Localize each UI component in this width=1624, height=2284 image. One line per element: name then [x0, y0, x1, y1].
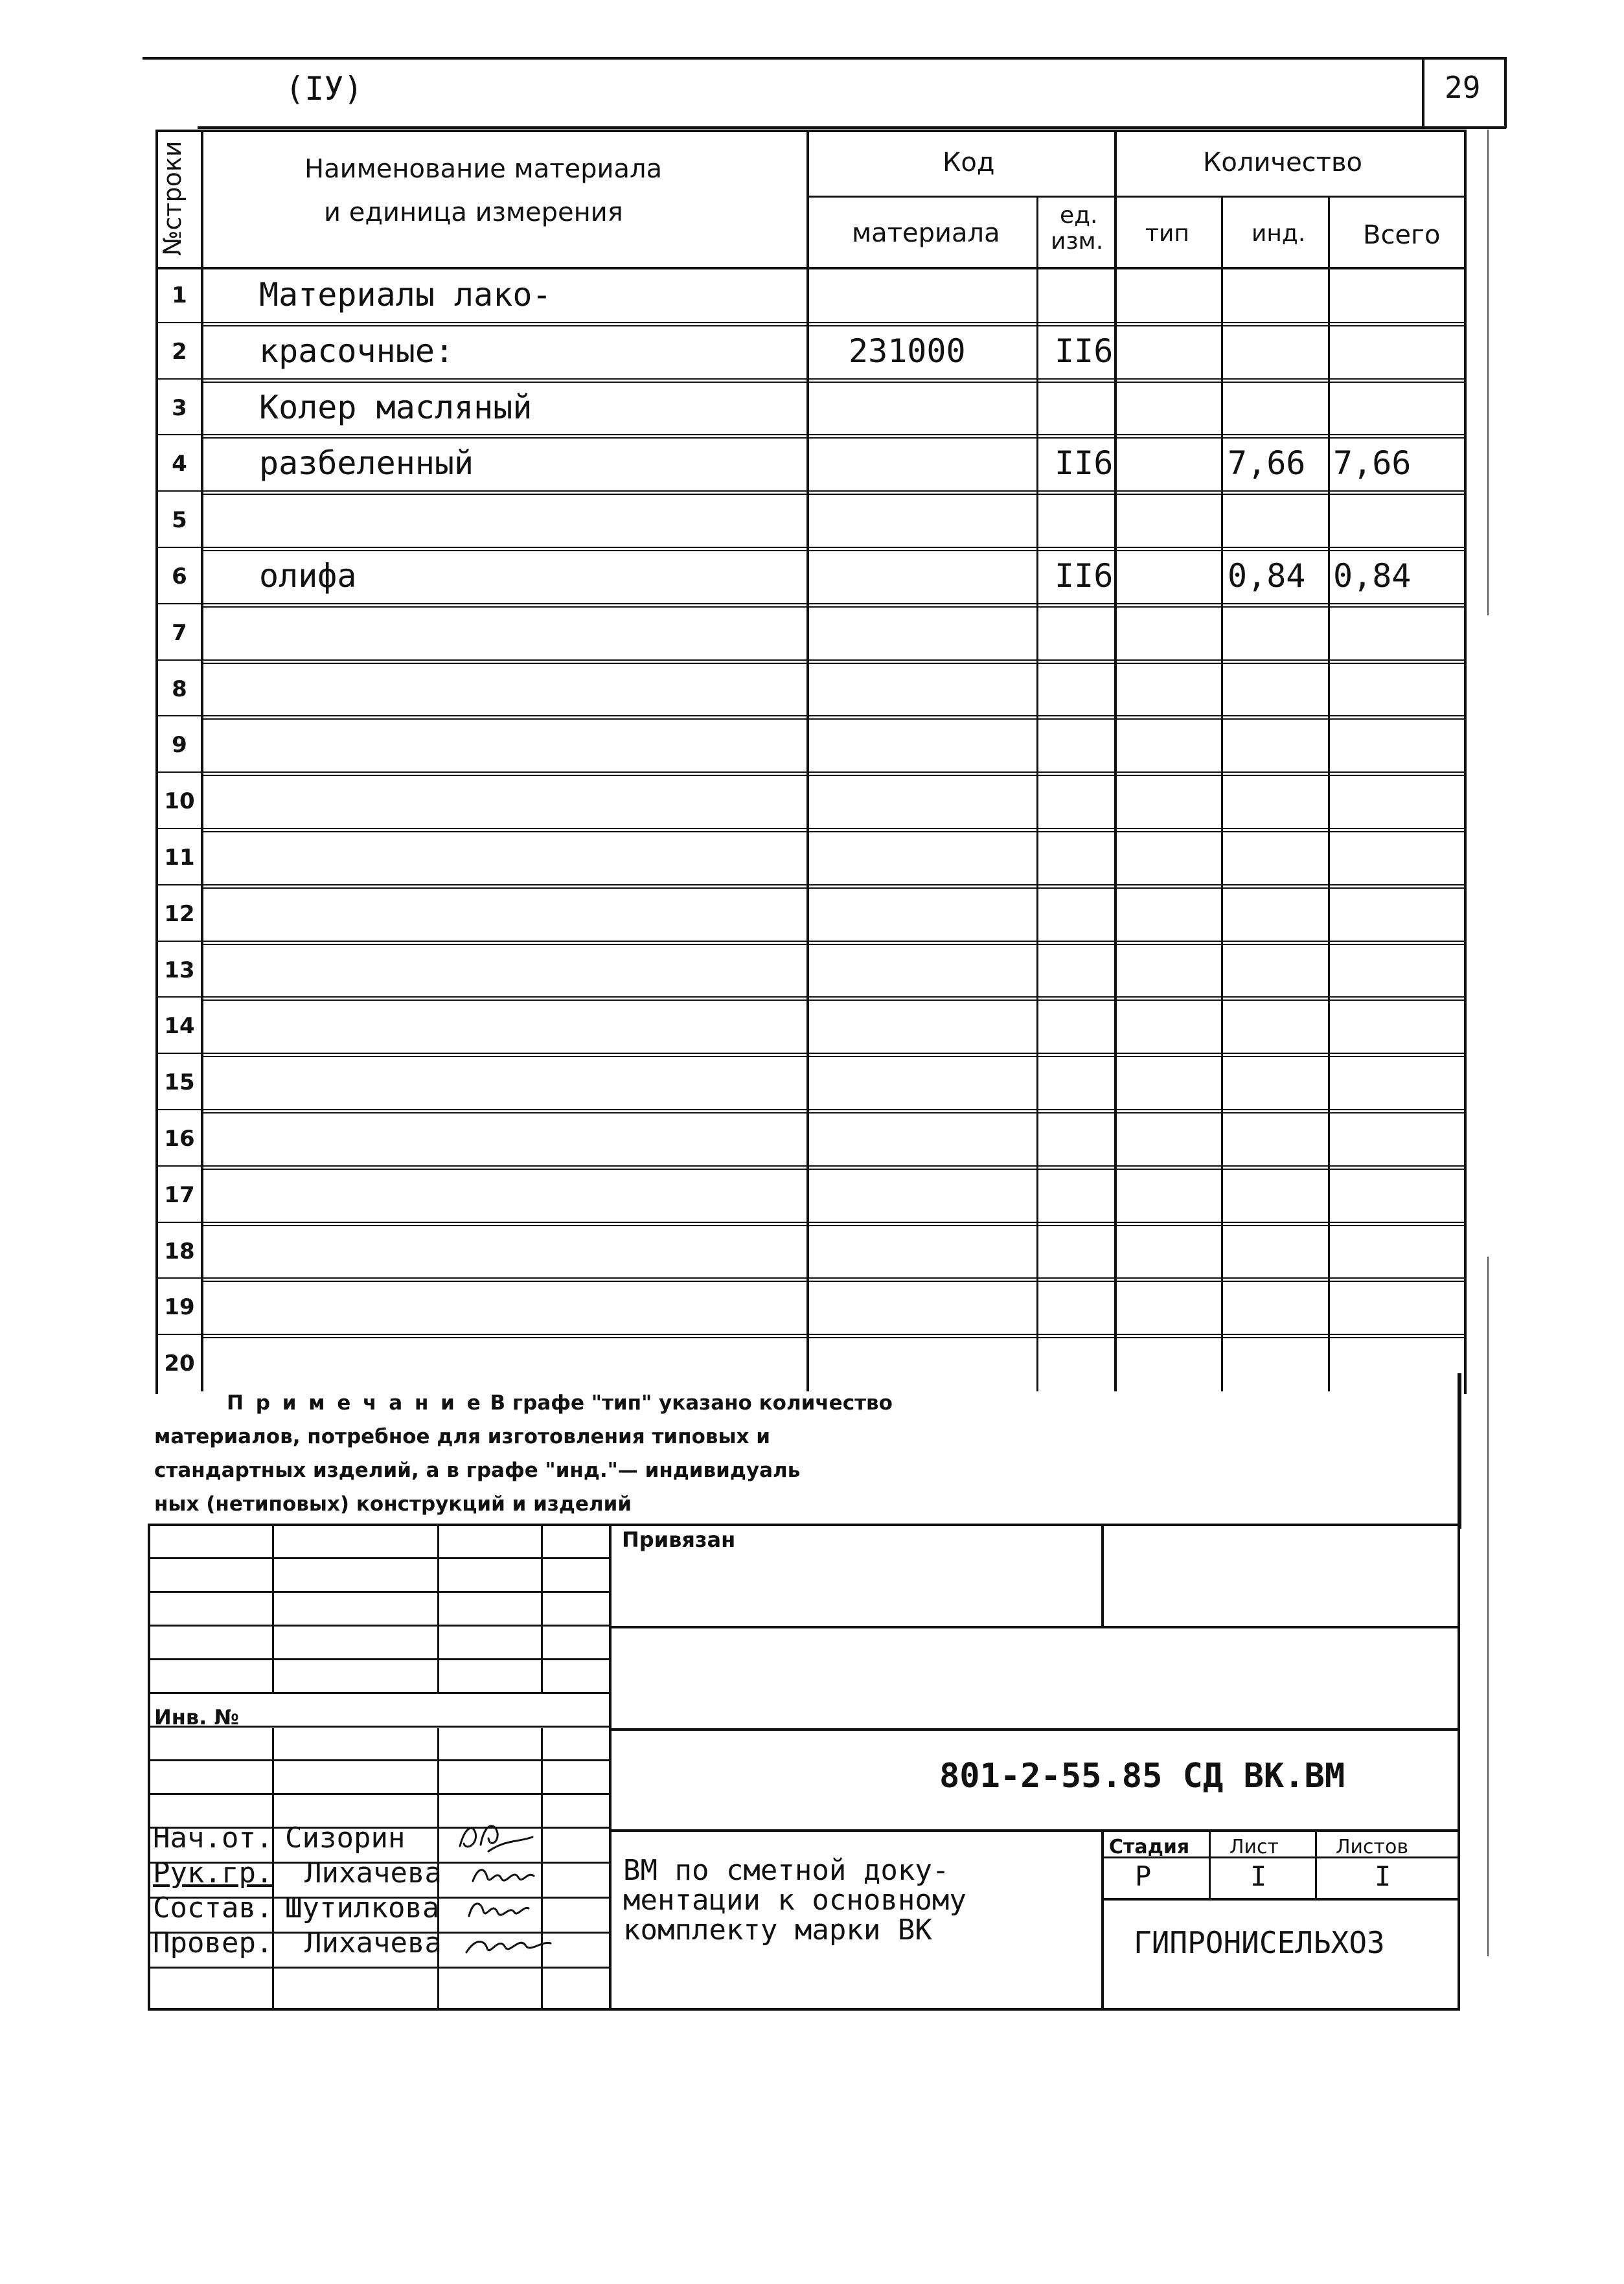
material-code-cell: 231000 [849, 332, 966, 370]
row-separator-inner [201, 1225, 1464, 1226]
unit-code-cell: II6 [1055, 557, 1114, 595]
sheets-label: Листов [1336, 1836, 1409, 1858]
row-number: 4 [172, 451, 187, 477]
row-separator [155, 715, 1464, 716]
top-border [143, 57, 1506, 60]
row-separator [155, 1222, 1464, 1223]
qty-total-cell: 0,84 [1333, 557, 1412, 595]
material-name-cell: Материалы лако- [259, 276, 552, 314]
row-separator [155, 1109, 1464, 1110]
handwritten-signatures [447, 1814, 609, 1969]
column-line-unit [1036, 196, 1038, 1391]
row-separator-inner [201, 550, 1464, 551]
row-separator [155, 1277, 1464, 1279]
row-number: 9 [172, 732, 187, 759]
row-number: 10 [164, 788, 195, 815]
code-unit-header-line2: изм. [1051, 228, 1104, 255]
quantity-header: Количество [1203, 148, 1363, 177]
row-separator [155, 1334, 1464, 1335]
row-separator [155, 828, 1464, 829]
unit-code-cell: II6 [1055, 332, 1114, 370]
note-line2: материалов, потребное для изготовления типовых и [154, 1425, 771, 1448]
note-line1: П р и м е ч а н и е В графе "тип" указано количество [227, 1391, 893, 1415]
row-separator-inner [201, 494, 1464, 495]
title-block-top-border [148, 1524, 1460, 1526]
row-number: 7 [172, 619, 187, 646]
page-number-box-left [1422, 57, 1424, 128]
column-line-total [1328, 196, 1330, 1391]
row-separator-inner [201, 775, 1464, 776]
row-number: 18 [164, 1238, 195, 1264]
row-separator [155, 322, 1464, 323]
row-separator-inner [201, 1281, 1464, 1282]
row-separator [155, 490, 1464, 492]
code-box-bottom [609, 1829, 1458, 1832]
stage-label: Стадия [1109, 1836, 1190, 1858]
column-line-quantity [1114, 130, 1117, 1391]
row-separator-inner [201, 1337, 1464, 1338]
row-separator-inner [201, 663, 1464, 664]
stage-sheet-divider [1209, 1829, 1211, 1898]
page-number: 29 [1445, 70, 1481, 105]
row-number: 13 [164, 957, 195, 983]
row-number: 16 [164, 1126, 195, 1152]
title-grid-row-line [148, 1692, 609, 1694]
title-block-bottom-border [148, 2008, 1460, 2011]
row-separator-inner [201, 1169, 1464, 1170]
margin-line-lower [1487, 1257, 1489, 1956]
qty-ind-cell: 0,84 [1228, 557, 1306, 595]
column-line-row-number [201, 130, 203, 1391]
row-separator [155, 996, 1464, 998]
row-number: 1 [172, 282, 187, 308]
row-number: 2 [172, 338, 187, 365]
code-header: Код [943, 148, 995, 177]
material-name-cell: олифа [259, 557, 357, 595]
document-page: (IУ) 29 №строки Наименование материала и единица измерения Код материала ед. изм. Количество тип инд. Всего 1 Материалы лако- 2 красочные: 231000 II6 3 Колер масляный 4 разбеленный II6 7,66 7,66 5 6 олифа II6 0,84 0,84 7 8 9 10 11 12 13 14 15 16 17 18 19 20 П р и м е ч а н и е В графе "тип" указано количество материалов, потребное для изготовления типовых и стандартных изделий, а в графе "инд."— индивидуаль ных (нетиповых) конструкций и изделий Привязан Инв. № 801-2-55.85 СД ВК.ВМ Нач.от. Сизорин Рук.гр. Лихачева Состав. Шутилкова Провер. Лихачева ВМ по сметной доку- ментации к основному комплекту марки ВК Стадия Лист Листов Р I I ГИПРОНИСЕЛЬХОЗ [0, 0, 1624, 2284]
row-number: 6 [172, 564, 187, 589]
row-separator-inner [201, 718, 1464, 720]
section-label: (IУ) [285, 70, 363, 108]
organization-name: ГИПРОНИСЕЛЬХОЗ [1134, 1925, 1385, 1960]
row-number: 12 [164, 900, 195, 927]
stage-value-bottom [1101, 1898, 1458, 1901]
qty-total-header: Всего [1363, 220, 1441, 250]
row-separator [155, 1165, 1464, 1167]
row-number: 15 [164, 1069, 195, 1096]
row-number: 5 [172, 507, 187, 534]
signatory-compiler: Шутилкова [285, 1891, 440, 1924]
row-separator-inner [201, 1112, 1464, 1113]
title-grid-row-line [148, 1557, 609, 1559]
description-line2: ментации к основному [623, 1884, 966, 1917]
note-line3: стандартных изделий, а в графе "инд."— индивидуаль [154, 1459, 801, 1482]
row-separator-inner [201, 887, 1464, 889]
row-separator-inner [201, 831, 1464, 832]
row-number: 11 [164, 845, 195, 871]
inventory-number-label: Инв. № [154, 1705, 239, 1730]
note-right-border [1459, 1373, 1461, 1529]
unit-code-cell: II6 [1055, 444, 1114, 483]
sheet-sheets-divider [1315, 1829, 1317, 1898]
column-line-code [806, 130, 809, 1391]
qty-total-cell: 7,66 [1333, 444, 1412, 483]
table-top-border [155, 130, 1467, 132]
row-separator-inner [201, 325, 1464, 326]
document-code: 801-2-55.85 СД ВК.ВМ [939, 1757, 1345, 1796]
quantity-subdivision-line [1114, 196, 1464, 198]
qty-ind-header: инд. [1252, 220, 1306, 247]
margin-line-upper [1487, 130, 1489, 615]
table-header-bottom-line [155, 267, 1467, 269]
role-group-lead: Рук.гр. [153, 1856, 273, 1890]
signatory-head-of-dept: Сизорин [285, 1821, 406, 1855]
role-checker: Провер. [153, 1926, 273, 1959]
title-grid-row-line [148, 1658, 609, 1660]
bound-label: Привязан [622, 1527, 736, 1552]
row-separator [155, 547, 1464, 548]
title-grid-row-line [148, 1759, 609, 1761]
title-grid-row-line [148, 1793, 609, 1795]
title-grid-row-line [148, 1625, 609, 1627]
title-grid-column-line [437, 1524, 439, 1692]
description-line3: комплекту марки ВК [623, 1913, 932, 1947]
title-block-divider [609, 1524, 612, 2008]
code-material-header: материала [852, 218, 1000, 248]
name-header-line1: Наименование материала [304, 154, 663, 184]
material-name-cell: разбеленный [259, 444, 474, 483]
role-compiler: Состав. [153, 1891, 273, 1924]
table-right-border [1464, 130, 1467, 1394]
qty-type-header: тип [1145, 220, 1189, 247]
row-number: 14 [164, 1013, 195, 1040]
row-separator-inner [201, 1056, 1464, 1057]
row-separator [155, 1053, 1464, 1054]
row-number: 20 [164, 1351, 195, 1377]
row-separator [155, 771, 1464, 773]
row-number: 3 [172, 394, 187, 421]
row-separator-inner [201, 437, 1464, 439]
note-line4: ных (нетиповых) конструкций и изделий [154, 1492, 632, 1516]
row-separator [155, 884, 1464, 885]
row-separator-inner [201, 382, 1464, 383]
role-head-of-dept: Нач.от. [153, 1821, 273, 1855]
row-separator-inner [201, 944, 1464, 945]
sheet-label: Лист [1229, 1836, 1279, 1858]
qty-ind-cell: 7,66 [1228, 444, 1306, 483]
name-header-line2: и единица измерения [324, 198, 623, 227]
column-line-ind [1221, 196, 1223, 1391]
sheets-value: I [1375, 1860, 1391, 1892]
row-separator-inner [201, 606, 1464, 608]
bound-box-bottom [609, 1626, 1458, 1628]
row-separator [155, 378, 1464, 380]
page-number-box-right [1504, 57, 1507, 128]
code-box-top [609, 1728, 1458, 1731]
row-separator [155, 603, 1464, 604]
title-grid-column-line [272, 1524, 274, 1692]
row-separator-inner [201, 999, 1464, 1001]
title-grid-row-line [148, 1591, 609, 1593]
sheet-value: I [1250, 1860, 1267, 1892]
title-block-left-border [148, 1524, 150, 2011]
signatory-group-lead: Лихачева [304, 1856, 442, 1890]
material-name-cell: Колер масляный [259, 388, 532, 426]
row-number: 8 [172, 676, 187, 702]
material-name-cell: красочные: [259, 332, 455, 370]
description-line1: ВМ по сметной доку- [623, 1854, 950, 1887]
header-bottom-border [198, 126, 1506, 129]
row-separator [155, 434, 1464, 435]
row-separator [155, 941, 1464, 942]
bound-box-divider [1101, 1524, 1104, 1626]
row-number: 17 [164, 1182, 195, 1208]
row-separator [155, 659, 1464, 661]
title-grid-column-line [541, 1524, 543, 1692]
signatory-checker: Лихачева [304, 1926, 442, 1959]
stage-value: Р [1135, 1860, 1152, 1892]
row-number: 19 [164, 1294, 195, 1321]
code-unit-header-line1: ед. [1060, 202, 1098, 229]
